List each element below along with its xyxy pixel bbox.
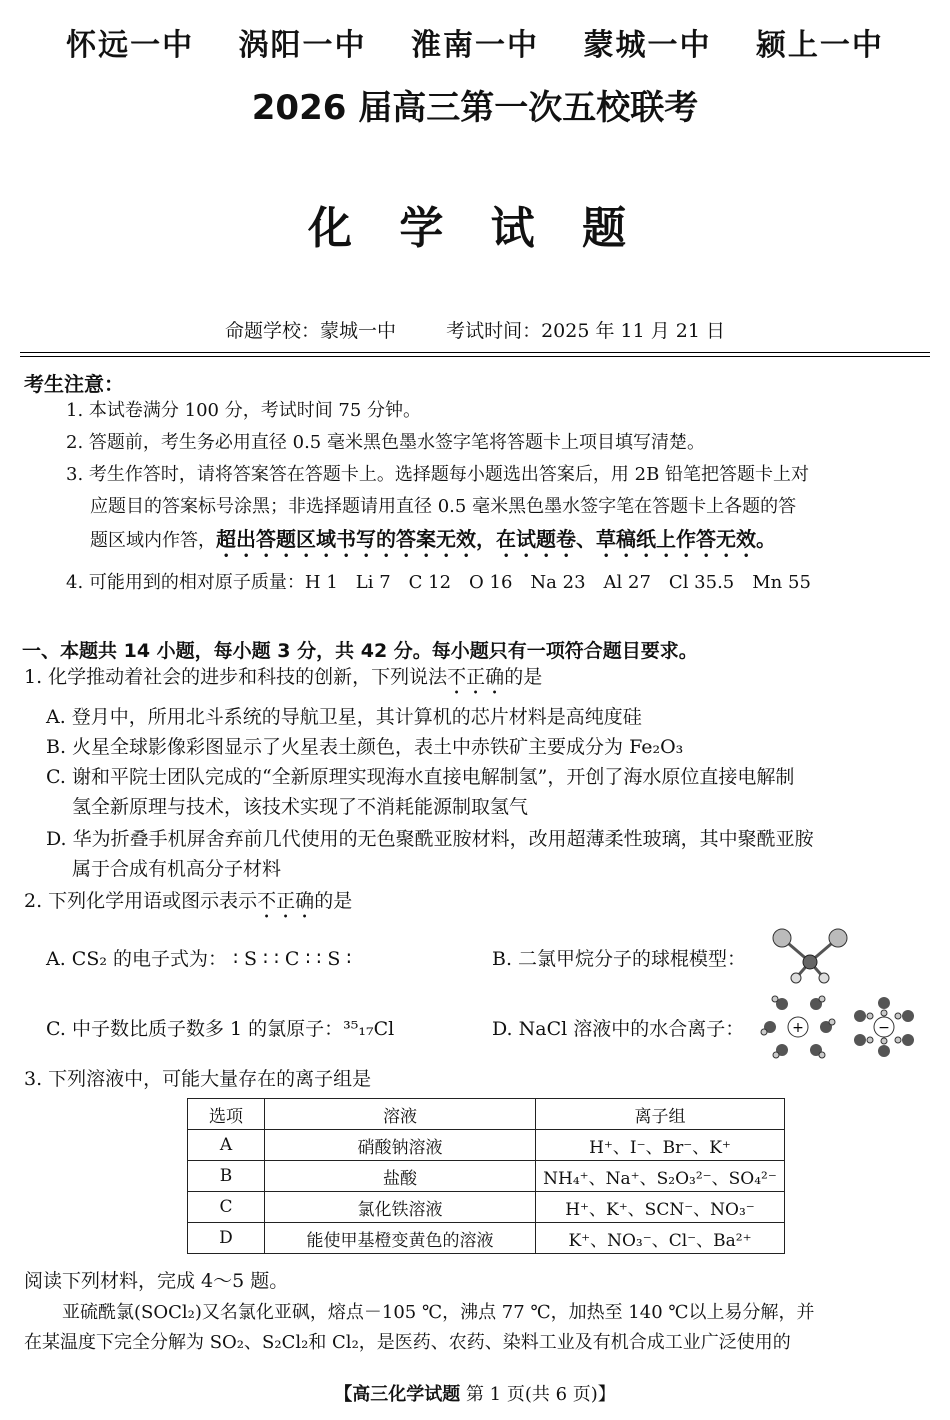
table-row	[188, 1161, 785, 1192]
question-2-option-c: C. 中子数比质子数多 1 的氯原子：³⁵₁₇Cl	[46, 1018, 395, 1040]
divider	[20, 356, 930, 357]
page-footer	[0, 1380, 950, 1406]
stem-text: 1. 化学推动着社会的进步和科技的创新，下列说法	[24, 666, 448, 688]
notice-item: 2. 答题前，考生务必用直径 0.5 毫米黑色墨水签字笔将答题卡上项目填写清楚。	[66, 432, 705, 453]
table-header: 溶液	[265, 1099, 536, 1130]
table-row	[188, 1192, 785, 1223]
notice-item: 应题目的答案标号涂黑；非选择题请用直径 0.5 毫米黑色墨水签字笔在答题卡上各题的答	[90, 496, 797, 517]
exam-title: 2026 届高三第一次五校联考	[251, 88, 699, 128]
question-2-stem	[24, 886, 352, 923]
table-cell: 氯化铁溶液	[265, 1192, 536, 1223]
question-1-option-c-cont: 氢全新原理与技术，该技术实现了不消耗能源制取氢气	[72, 796, 529, 818]
page-number: 第 1 页(共 6 页)】	[465, 1384, 616, 1405]
school-name: 颍上一中	[755, 28, 884, 63]
reading-intro: 阅读下列材料，完成 4～5 题。	[24, 1270, 289, 1292]
electron-formula: ∶S∶∶C∶∶S∶	[233, 948, 358, 970]
svg-text:−: −	[878, 1020, 890, 1036]
notice-title: 考生注意：	[24, 372, 124, 396]
question-2-option-d: D. NaCl 溶液中的水合离子：	[492, 1018, 745, 1040]
question-3-stem: 3. 下列溶液中，可能大量存在的离子组是	[24, 1068, 372, 1090]
school-name: 涡阳一中	[238, 28, 367, 63]
notice-emphasis: 超出答题区域书写的答案无效，在试题卷、草稿纸上作答无效。	[216, 527, 776, 551]
table-row	[188, 1223, 785, 1254]
question-1-option-a: A. 登月中，所用北斗系统的导航卫星，其计算机的芯片材料是高纯度硅	[46, 706, 642, 728]
setter-school: 命题学校：蒙城一中	[225, 320, 397, 342]
ion-table	[187, 1098, 785, 1254]
svg-text:+: +	[792, 1020, 804, 1036]
table-header-row	[188, 1099, 785, 1130]
table-header: 选项	[188, 1099, 265, 1130]
table-header: 离子组	[536, 1099, 785, 1130]
question-1-option-d: D. 华为折叠手机屏舍弃前几代使用的无色聚酰亚胺材料，改用超薄柔性玻璃，其中聚酰亚胺	[46, 828, 814, 850]
table-cell: 盐酸	[265, 1161, 536, 1192]
notice-item: 1. 本试卷满分 100 分，考试时间 75 分钟。	[66, 400, 422, 421]
table-cell: B	[188, 1161, 265, 1192]
table-cell: H⁺、I⁻、Br⁻、K⁺	[536, 1130, 785, 1161]
question-2-option-b: B. 二氯甲烷分子的球棍模型：	[492, 948, 747, 970]
table-cell: NH₄⁺、Na⁺、S₂O₃²⁻、SO₄²⁻	[536, 1161, 785, 1192]
hydrated-ions-diagram	[760, 994, 920, 1060]
reading-text: 在某温度下完全分解为 SO₂、S₂Cl₂和 Cl₂，是医药、农药、染料工业及有机合成工业广泛使用的	[24, 1332, 791, 1353]
stem-text: 2. 下列化学用语或图示表示	[24, 890, 258, 912]
question-1-stem	[24, 662, 542, 699]
exam-meta	[0, 316, 950, 343]
school-name: 蒙城一中	[583, 28, 712, 63]
footer-label: 【高三化学试题	[334, 1384, 461, 1405]
stem-text: 的是	[504, 666, 543, 688]
notice-text: 题区域内作答，	[90, 530, 216, 551]
school-name: 怀远一中	[66, 28, 195, 63]
notice-item: 4. 可能用到的相对原子质量：H 1 Li 7 C 12 O 16 Na 23 Al 27 Cl 35.5 Mn 55	[66, 572, 811, 593]
subject-title: 化 学 试 题	[308, 203, 642, 254]
reading-text: 亚硫酰氯(SOCl₂)又名氯化亚砜，熔点－105 ℃，沸点 77 ℃，加热至 140 ℃以上易分解，并	[62, 1302, 815, 1323]
question-1-option-d-cont: 属于合成有机高分子材料	[72, 858, 282, 880]
table-cell: A	[188, 1130, 265, 1161]
table-cell: 能使甲基橙变黄色的溶液	[265, 1223, 536, 1254]
table-cell: C	[188, 1192, 265, 1223]
table-row	[188, 1130, 785, 1161]
table-cell: 硝酸钠溶液	[265, 1130, 536, 1161]
question-1-option-b: B. 火星全球影像彩图显示了火星表土颜色，表土中赤铁矿主要成分为 Fe₂O₃	[46, 736, 684, 758]
exam-date: 考试时间：2025 年 11 月 21 日	[446, 320, 725, 342]
school-name: 淮南一中	[411, 28, 539, 63]
question-1-option-c: C. 谢和平院士团队完成的“全新原理实现海水直接电解制氢”，开创了海水原位直接电解制	[46, 766, 795, 788]
stem-emphasis: 不正确	[257, 890, 315, 912]
school-list	[0, 20, 950, 64]
question-2-option-a	[46, 944, 357, 974]
table-cell: D	[188, 1223, 265, 1254]
option-text: A. CS₂ 的电子式为：	[46, 948, 228, 970]
stem-emphasis: 不正确	[447, 666, 505, 688]
table-cell: H⁺、K⁺、SCN⁻、NO₃⁻	[536, 1192, 785, 1223]
notice-item	[90, 524, 776, 562]
divider	[20, 352, 930, 353]
dichloromethane-ball-stick-model	[768, 926, 854, 988]
section-heading: 一、本题共 14 小题，每小题 3 分，共 42 分。每小题只有一项符合题目要求。	[22, 640, 698, 662]
stem-text: 的是	[314, 890, 353, 912]
table-cell: K⁺、NO₃⁻、Cl⁻、Ba²⁺	[536, 1223, 785, 1254]
notice-item: 3. 考生作答时，请将答案答在答题卡上。选择题每小题选出答案后，用 2B 铅笔把答题卡上对	[66, 464, 810, 485]
